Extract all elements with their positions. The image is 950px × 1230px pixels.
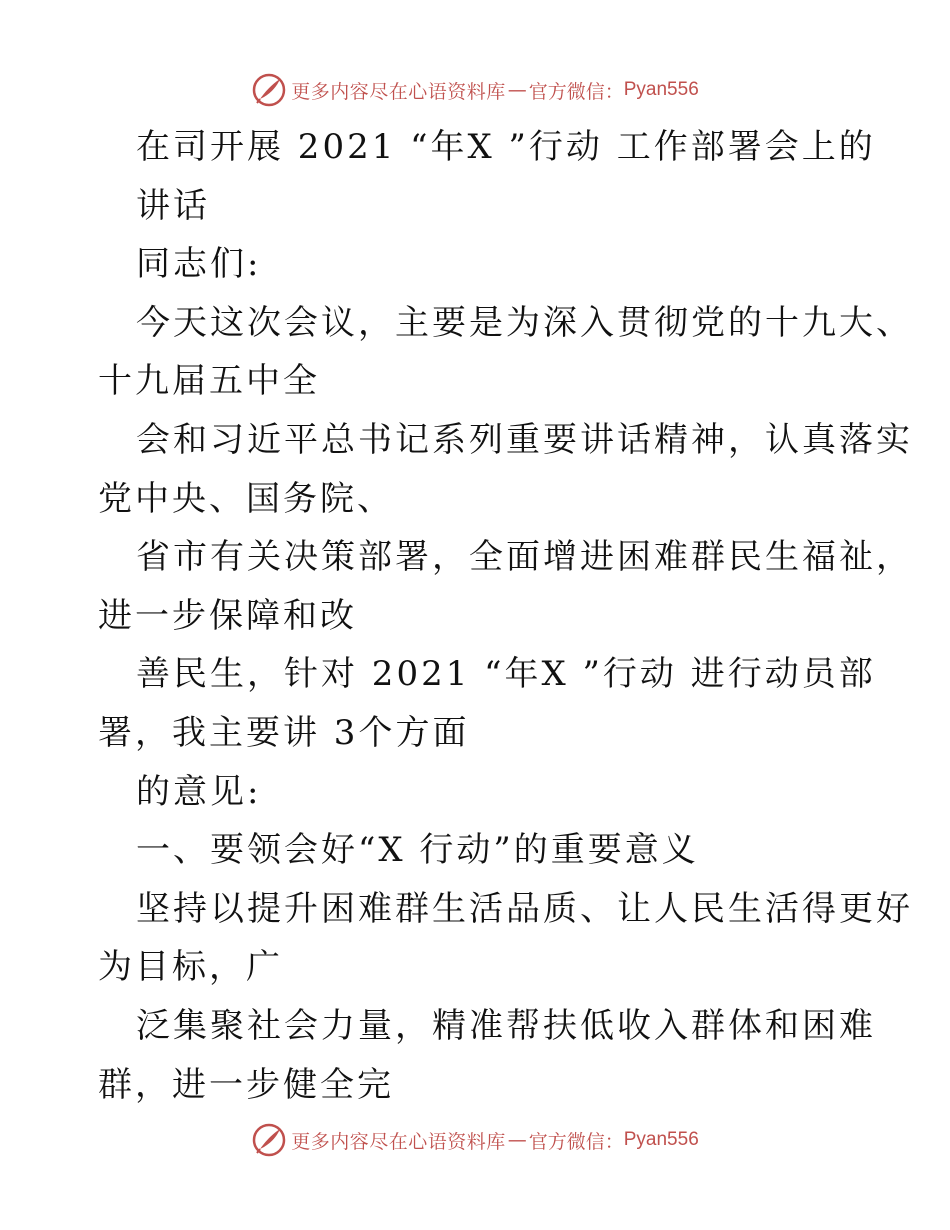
document-line: 会和习近平总书记系列重要讲话精神，认真落实 xyxy=(136,419,913,460)
quill-logo-icon xyxy=(251,1122,287,1158)
document-line: 为目标，广 xyxy=(98,947,283,988)
document-line: 泛集聚社会力量，精准帮扶低收入群体和困难 xyxy=(136,1005,876,1046)
document-line: 坚持以提升困难群生活品质、让人民生活得更好 xyxy=(136,888,913,929)
page-footer-watermark xyxy=(0,1120,950,1160)
watermark-label: 官方微信： xyxy=(528,1130,624,1153)
document-line: 的意见: xyxy=(136,771,262,812)
watermark-text: 更多内容尽在心语资料库 xyxy=(291,80,506,103)
document-line: 同志们: xyxy=(136,244,262,285)
document-line: 一、要领会好“X 行动”的重要意义 xyxy=(136,830,699,871)
watermark-dash: — xyxy=(507,1129,527,1151)
document-line: 群，进一步健全完 xyxy=(98,1064,394,1105)
watermark-label: 官方微信： xyxy=(528,80,624,103)
document-line: 进一步保障和改 xyxy=(98,595,357,636)
document-line: 讲话 xyxy=(136,185,210,226)
document-line: 党中央、国务院、 xyxy=(98,478,394,519)
watermark-text: 更多内容尽在心语资料库 xyxy=(291,1130,506,1153)
document-line: 署，我主要讲 3个方面 xyxy=(98,712,470,753)
document-line: 省市有关决策部署，全面增进困难群民生福祉， xyxy=(136,537,913,578)
watermark-wechat-id: Pyan556 xyxy=(623,1129,699,1150)
watermark-wechat-id: Pyan556 xyxy=(623,79,699,100)
document-line: 在司开展 2021 “年X ”行动 工作部署会上的 xyxy=(136,127,876,167)
page-header-watermark xyxy=(0,70,950,110)
watermark-dash: — xyxy=(507,79,527,101)
document-line: 十九届五中全 xyxy=(98,361,320,402)
document-line: 今天这次会议，主要是为深入贯彻党的十九大、 xyxy=(136,302,913,343)
document-body xyxy=(98,118,913,1114)
quill-logo-icon xyxy=(251,72,287,108)
document-line: 善民生，针对 2021 “年X ”行动 进行动员部 xyxy=(136,654,876,695)
